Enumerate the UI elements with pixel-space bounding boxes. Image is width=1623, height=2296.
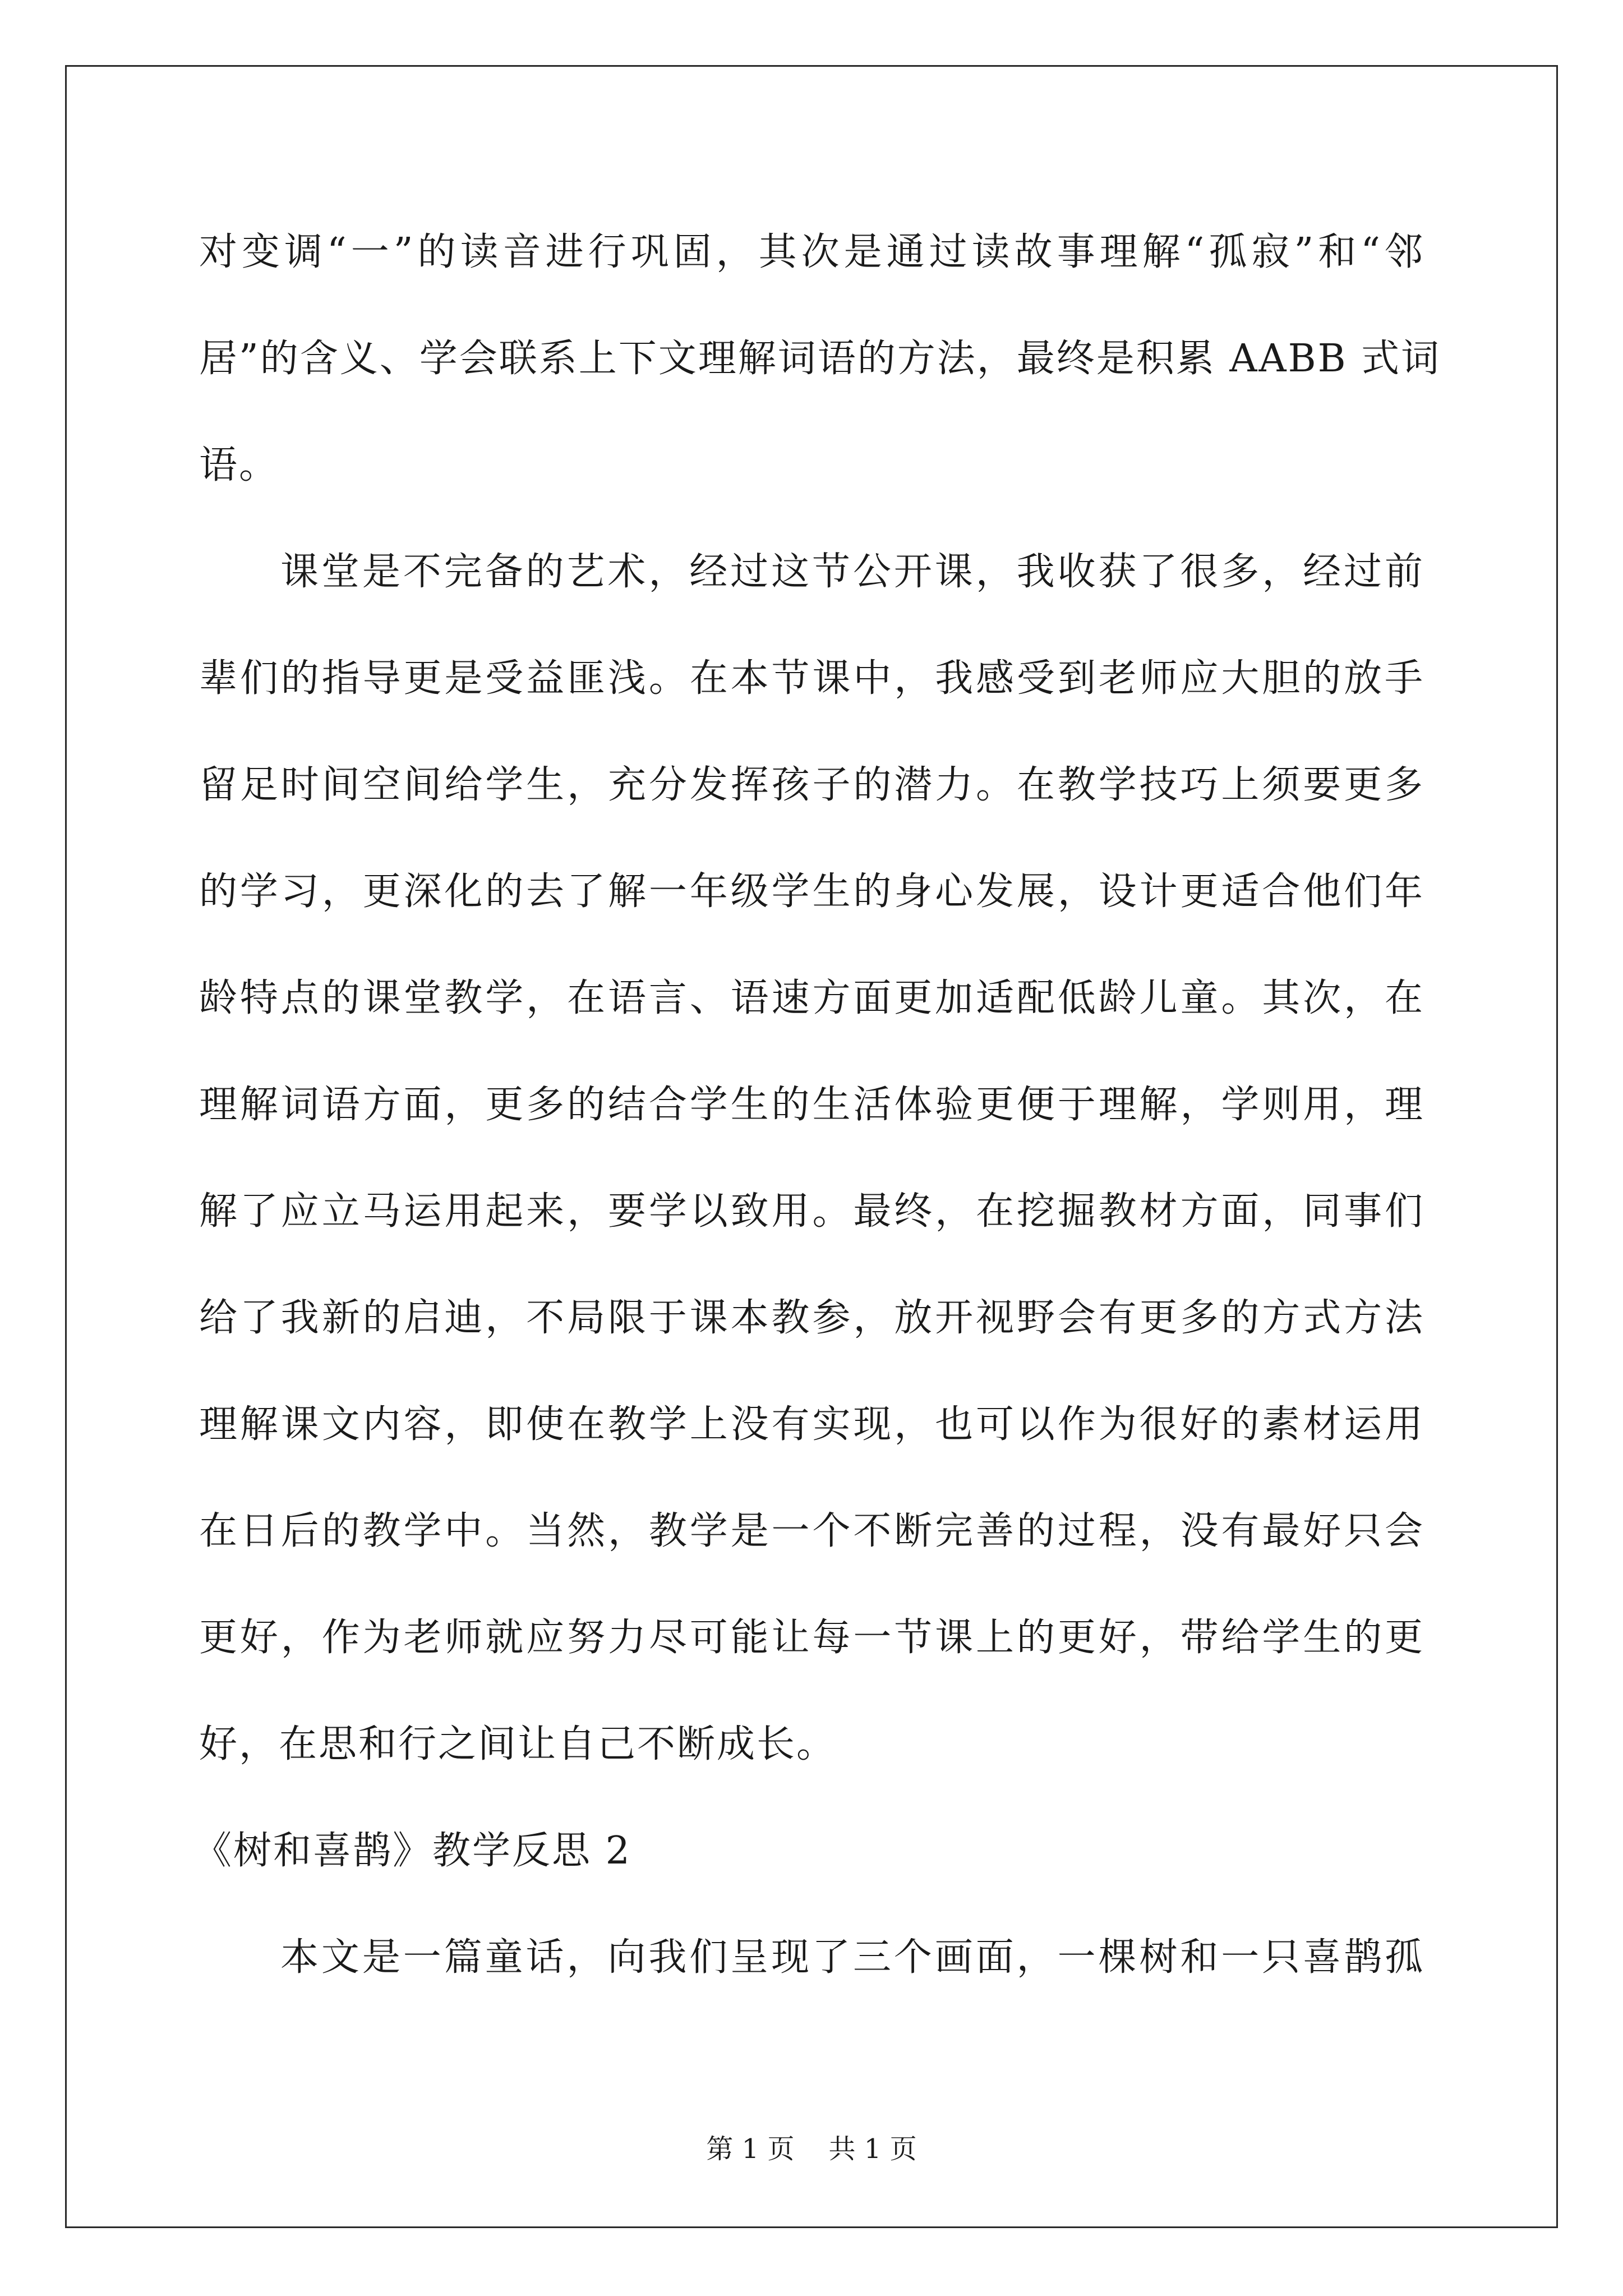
- paragraph-continued: [199, 199, 1441, 519]
- text-line: 语。: [199, 443, 279, 487]
- text-line: 理解课文内容，即使在教学上没有实现，也可以作为很好的素材运用: [199, 1402, 1424, 1447]
- text-line: 理解词语方面，更多的结合学生的生活体验更便于理解，学则用，理: [199, 1083, 1424, 1127]
- text-line: 更好，作为老师就应努力尽可能让每一节课上的更好，带给学生的更: [199, 1616, 1424, 1660]
- text-line: 辈们的指导更是受益匪浅。在本节课中，我感受到老师应大胆的放手: [199, 656, 1424, 701]
- paragraph-reflection: [199, 519, 1424, 1798]
- text-line: 留足时间空间给学生，充分发挥孩子的潜力。在教学技巧上须要更多: [199, 763, 1424, 807]
- text-line: 课堂是不完备的艺术，经过这节公开课，我收获了很多，经过前: [280, 550, 1424, 594]
- text-line: 解了应立马运用起来，要学以致用。最终，在挖掘教材方面，同事们: [199, 1189, 1424, 1234]
- document-body: [193, 199, 1441, 2011]
- text-line: 对变调“一”的读音进行巩固，其次是通过读故事理解“孤寂”和“邻: [199, 230, 1424, 274]
- text-line: 龄特点的课堂教学，在语言、语速方面更加适配低龄儿童。其次，在: [199, 976, 1424, 1020]
- text-line: 在日后的教学中。当然，教学是一个不断完善的过程，没有最好只会: [199, 1509, 1424, 1553]
- text-line: 的学习，更深化的去了解一年级学生的身心发展，设计更适合他们年: [199, 869, 1424, 914]
- text-line: 居”的含义、学会联系上下文理解词语的方法，最终是积累 AABB 式词: [199, 337, 1441, 381]
- paragraph-new: [199, 1904, 1424, 2011]
- section-heading: 《树和喜鹊》教学反思 2: [193, 1829, 631, 1873]
- text-line: 本文是一篇童话，向我们呈现了三个画面，一棵树和一只喜鹊孤: [280, 1935, 1424, 1980]
- text-line: 给了我新的启迪，不局限于课本教参，放开视野会有更多的方式方法: [199, 1296, 1424, 1340]
- page-footer: 第 1 页 共 1 页: [706, 2133, 917, 2165]
- text-line: 好，在思和行之间让自己不断成长。: [199, 1722, 837, 1766]
